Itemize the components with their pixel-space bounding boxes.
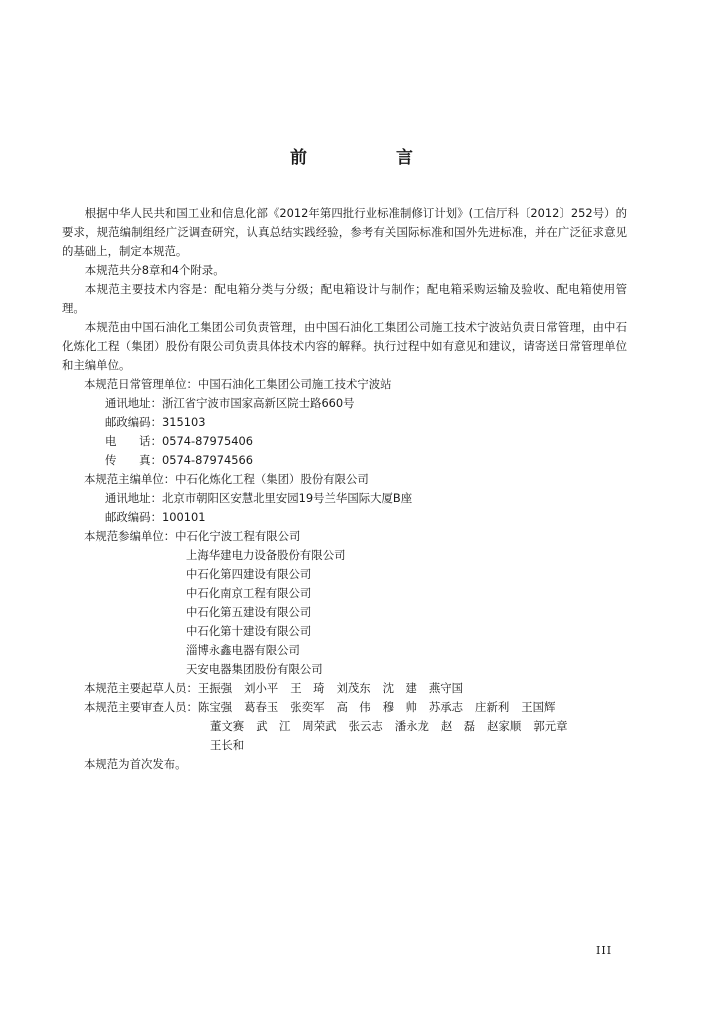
participating-unit: 中石化南京工程有限公司 — [186, 586, 312, 600]
reviewer-name: 董文赛 — [210, 719, 245, 733]
participating-unit: 淄博永鑫电器有限公司 — [186, 643, 300, 657]
reviewer-name: 王国辉 — [521, 700, 556, 714]
drafter-name: 刘茂东 — [336, 681, 371, 695]
paragraph-management: 本规范由中国石油化工集团公司负责管理，由中国石油化工集团公司施工技术宁波站负责日常管理，由中石化炼化工程（集团）股份有限公司负责具体技术内容的解释。执行过程中如有意见和建议，请寄送日常管理单位和主编单位。 — [62, 320, 627, 372]
participating-unit: 中石化第十建设有限公司 — [186, 624, 312, 638]
participating-unit: 中石化第四建设有限公司 — [186, 567, 312, 581]
participating-unit: 中石化宁波工程有限公司 — [175, 529, 301, 543]
participating-label: 本规范参编单位： — [84, 529, 176, 543]
reviewers-line — [62, 698, 627, 717]
reviewer-name: 张奕军 — [290, 700, 325, 714]
reviewer-name: 陈宝强 — [197, 700, 233, 714]
drafter-name: 王振强 — [197, 681, 233, 695]
paragraph-structure: 本规范共分8章和4个附录。 — [84, 263, 225, 277]
daily-management-postcode — [62, 413, 627, 432]
drafter-name: 王 琦 — [290, 681, 325, 695]
address-value: 浙江省宁波市国家高新区院士路660号 — [161, 396, 355, 410]
reviewer-name: 苏承志 — [428, 700, 464, 714]
phone-label: 电 话： — [105, 434, 162, 448]
reviewer-name: 葛春玉 — [244, 700, 279, 714]
paragraph-contents: 本规范主要技术内容是：配电箱分类与分级；配电箱设计与制作；配电箱采购运输及验收、配电箱使用管理。 — [62, 282, 627, 315]
participating-unit: 天安电器集团股份有限公司 — [186, 662, 323, 676]
participating-unit: 上海华建电力设备股份有限公司 — [186, 548, 346, 562]
postcode-value: 315103 — [161, 415, 206, 429]
chief-editor-postcode — [62, 508, 627, 527]
reviewer-name: 高 伟 — [336, 700, 371, 714]
reviewer-name: 周荣武 — [302, 719, 337, 733]
participating-unit-first — [62, 527, 627, 546]
chief-editor-unit — [62, 470, 627, 489]
reviewer-name: 张云志 — [348, 719, 383, 733]
closing-statement: 本规范为首次发布。 — [84, 757, 187, 771]
preface-body — [62, 204, 627, 774]
reviewer-name: 武 江 — [256, 719, 291, 733]
postcode-label: 邮政编码： — [105, 510, 162, 524]
daily-management-phone — [62, 432, 627, 451]
reviewer-name: 赵家顺 — [487, 719, 522, 733]
drafters-line — [62, 679, 627, 698]
fax-value: 0574-87974566 — [161, 453, 254, 467]
address-value: 北京市朝阳区安慧北里安园19号兰华国际大厦B座 — [161, 491, 413, 505]
daily-management-label: 本规范日常管理单位： — [84, 377, 198, 391]
chief-editor-name: 中石化炼化工程（集团）股份有限公司 — [175, 472, 369, 486]
page-title: 前 言 — [290, 148, 449, 168]
page-number: III — [596, 944, 613, 957]
reviewer-name: 庄新利 — [475, 700, 510, 714]
daily-management-fax — [62, 451, 627, 470]
reviewer-name: 赵 磊 — [440, 719, 476, 733]
postcode-value: 100101 — [161, 510, 206, 524]
drafter-name: 沈 建 — [382, 681, 417, 695]
daily-management-unit — [62, 375, 627, 394]
participating-unit: 中石化第五建设有限公司 — [186, 605, 312, 619]
reviewers-line — [62, 717, 627, 736]
reviewers-line — [62, 736, 627, 755]
reviewer-name: 郭元章 — [533, 719, 568, 733]
chief-editor-address — [62, 489, 627, 508]
reviewers-label: 本规范主要审查人员： — [84, 700, 198, 714]
paragraph-basis: 根据中华人民共和国工业和信息化部《2012年第四批行业标准制修订计划》(工信厅科〔2012〕252号）的要求，规范编制组经广泛调查研究，认真总结实践经验，参考有关国际标准和国外先进标准，并在广泛征求意见的基础上，制定本规范。 — [62, 206, 627, 258]
daily-management-address — [62, 394, 627, 413]
drafter-name: 刘小平 — [244, 681, 279, 695]
phone-value: 0574-87975406 — [161, 434, 254, 448]
address-label: 通讯地址： — [105, 491, 162, 505]
postcode-label: 邮政编码： — [105, 415, 162, 429]
fax-label: 传 真： — [105, 453, 162, 467]
reviewer-name: 王长和 — [210, 738, 245, 752]
address-label: 通讯地址： — [105, 396, 162, 410]
reviewer-name: 穆 帅 — [382, 700, 417, 714]
reviewer-name: 潘永龙 — [394, 719, 429, 733]
chief-editor-label: 本规范主编单位： — [84, 472, 176, 486]
drafter-name: 燕守国 — [428, 681, 464, 695]
daily-management-name: 中国石油化工集团公司施工技术宁波站 — [197, 377, 392, 391]
drafters-label: 本规范主要起草人员： — [84, 681, 198, 695]
